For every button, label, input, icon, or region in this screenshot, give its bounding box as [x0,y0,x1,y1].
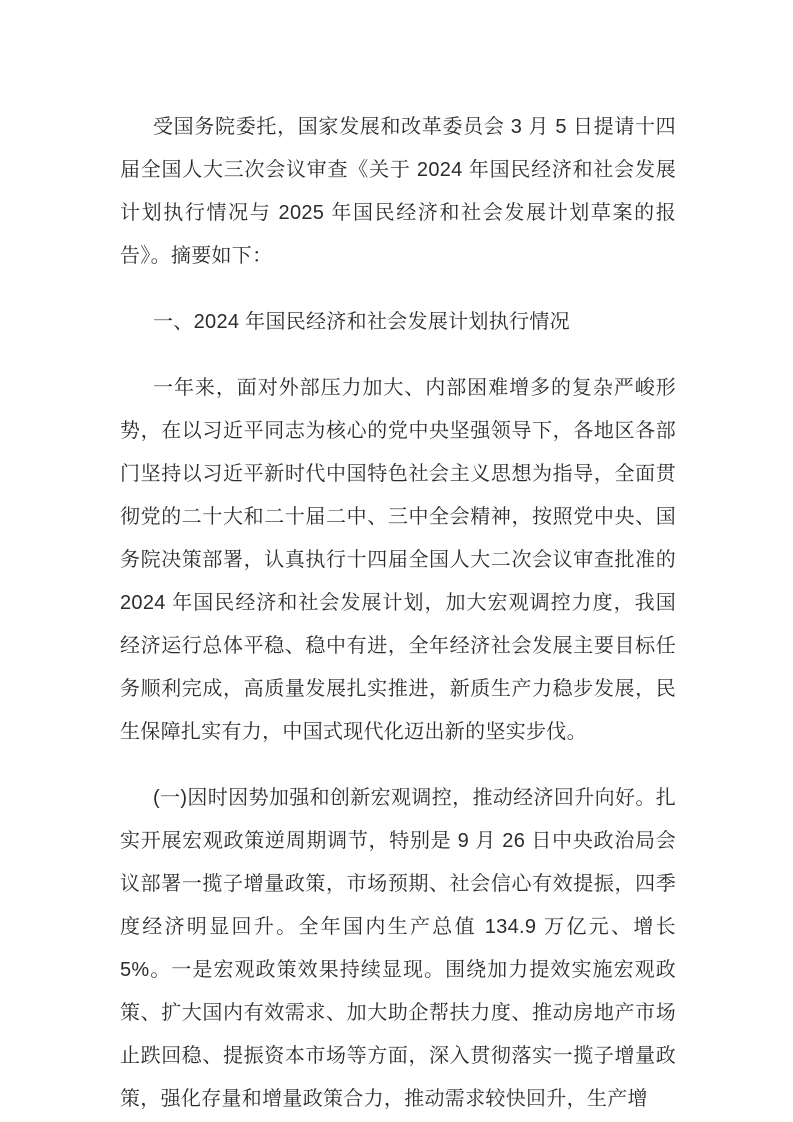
section-heading: 一、2024 年国民经济和社会发展计划执行情况 [153,311,570,333]
paragraph-intro: 受国务院委托，国家发展和改革委员会 3 月 5 日提请十四届全国人大三次会议审查《关于 2024 年国民经济和社会发展计划执行情况与 2025 年国民经济和社会发展计划草案的报告》。摘要如下： [120,116,676,267]
document-content [120,106,676,1122]
paragraph-overview: 一年来，面对外部压力加大、内部困难增多的复杂严峻形势，在以习近平同志为核心的党中央坚强领导下，各地区各部门坚持以习近平新时代中国特色社会主义思想为指导，全面贯彻党的二十大和二十届二中、三中全会精神，按照党中央、国务院决策部署，认真执行十四届全国人大二次会议审查批准的 2024 年国民经济和社会发展计划，加大宏观调控力度，我国经济运行总体平稳、稳中有进，全年经济社会发展主要目标任务顺利完成，高质量发展扎实推进，新质生产力稳步发展，民生保障扎实有力，中国式现代化迈出新的坚实步伐。 [120,377,676,743]
paragraph-macro-policy: (一)因时因势加强和创新宏观调控，推动经济回升向好。扎实开展宏观政策逆周期调节，特别是 9 月 26 日中央政治局会议部署一揽子增量政策，市场预期、社会信心有效提振，四季度经济明显回升。全年国内生产总值 134.9 万亿元、增长 5%。一是宏观政策效果持续显现。围绕加力提效实施宏观政策、扩大国内有效需求、加大助企帮扶力度、推动房地产市场止跌回稳、提振资本市场等方面，深入贯彻落实一揽子增量政策，强化存量和增量政策合力，推动需求较快回升，生产增 [120,787,676,1110]
